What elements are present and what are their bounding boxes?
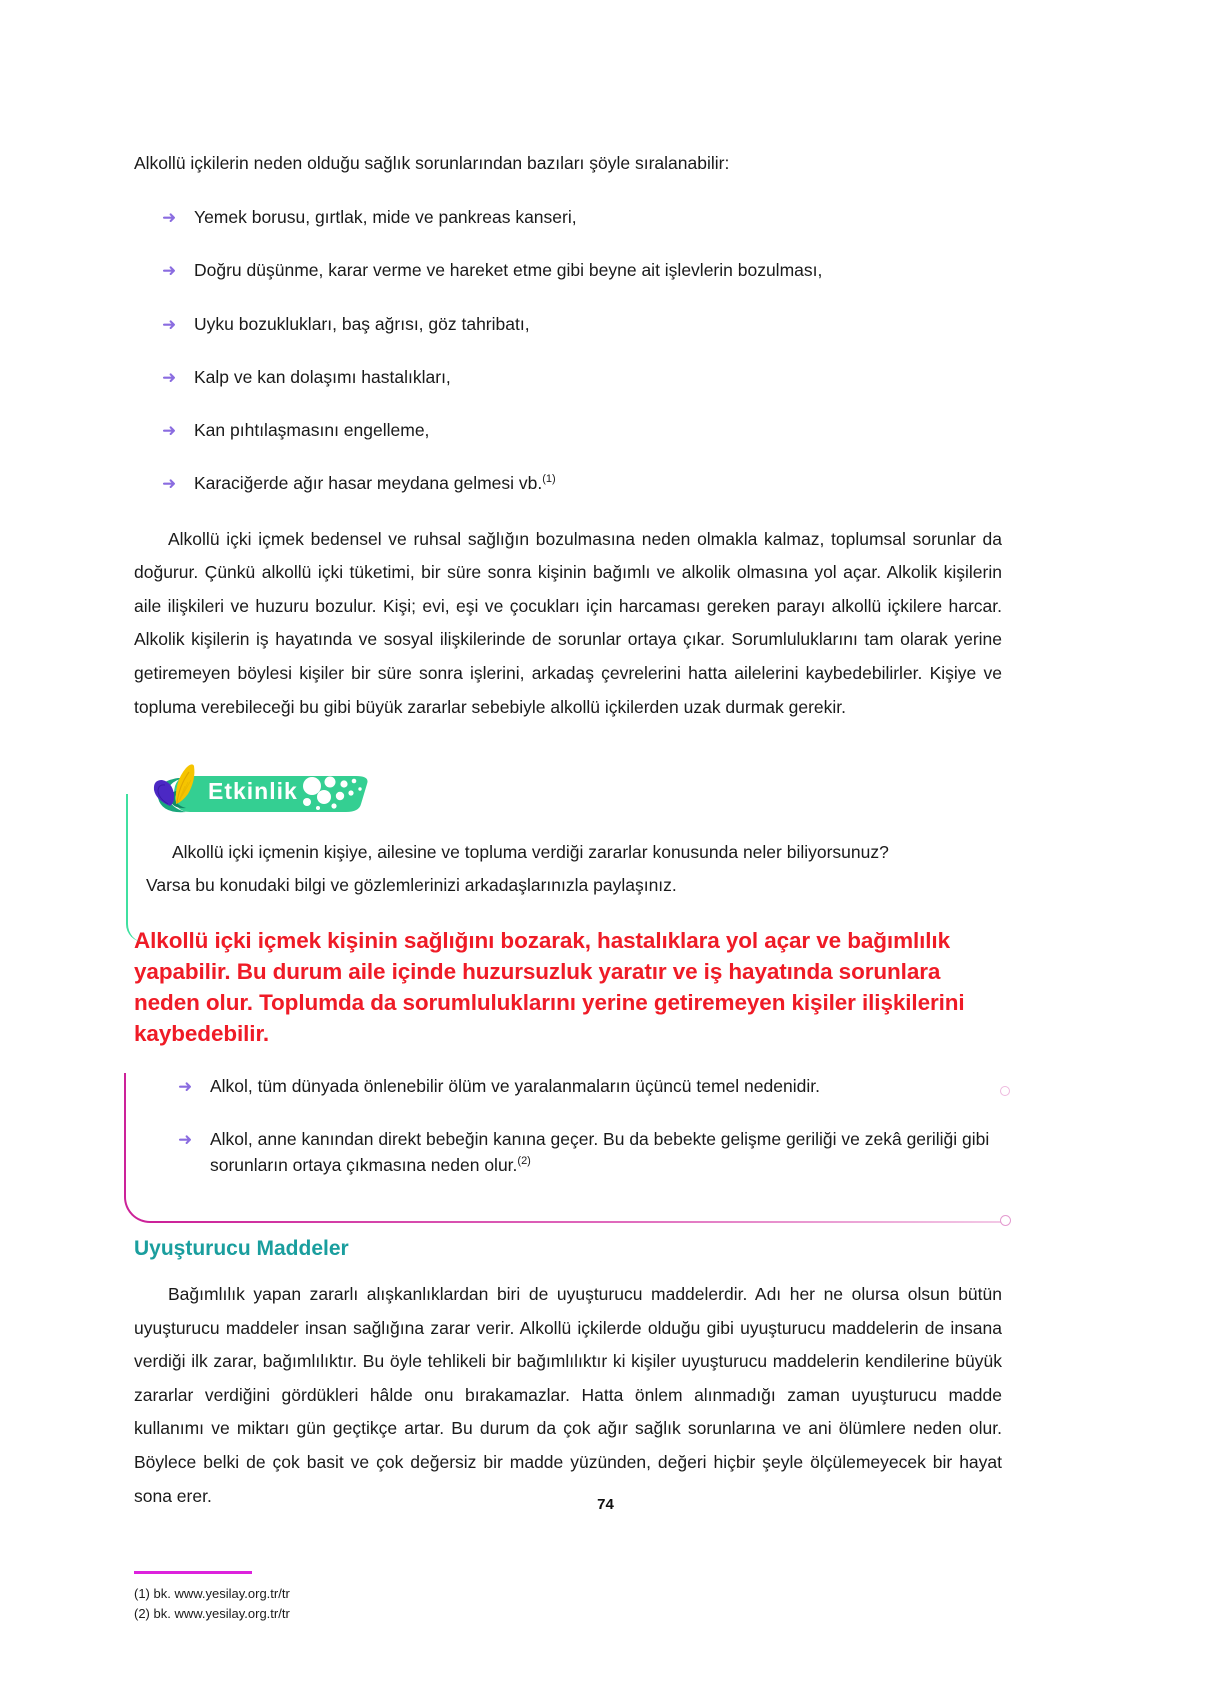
facts-rule-end-dot — [1000, 1215, 1011, 1226]
list-item-text: Kan pıhtılaşmasını engelleme, — [194, 420, 430, 441]
health-problems-list — [134, 204, 1002, 497]
arrow-bullet-icon: ➜ — [162, 367, 177, 387]
arrow-bullet-icon: ➜ — [178, 1076, 193, 1096]
highlight-statement: Alkollü içki içmek kişinin sağlığını bozarak, hastalıklara yol açar ve bağımlılık yapabilir. Bu durum aile içinde huzursuzluk yaratır ve iş hayatında sorunlara neden olur. Toplumda da sorumluluklarını yerine getiremeyen kişiler ilişkilerini kaybedebilir. — [134, 927, 965, 1046]
section-paragraph: Bağımlılık yapan zararlı alışkanlıklardan biri de uyuşturucu maddelerdir. Adı her ne olursa olsun bütün uyuşturucu maddeler insan sağlığına zarar verir. Alkollü içkilerde olduğu gibi uyuşturucu maddelerin de insana verdiği ilk zarar, bağımlılıktır. Bu öyle tehlikeli bir bağımlılıktır ki kişiler uyuşturucu maddelerin kendilerine büyük zararlar verdiğini gördükleri hâlde onu bırakamazlar. Hatta önlem alınmadığı zaman uyuşturucu madde kullanımı ve miktarı gün geçtikçe artar. Bu durum da çok ağır sağlık sorunlarına ve ani ölümlere neden olur. Böylece belki de çok basit ve çok değersiz bir madde yüzünden, değeri hiçbir şeyle ölçülemeyecek bir hayat sona erer. — [134, 1284, 1002, 1506]
activity-block — [134, 760, 1002, 903]
list-item — [150, 1073, 1002, 1099]
alcohol-facts-list — [150, 1073, 1002, 1179]
facts-block — [134, 1073, 1002, 1179]
list-item-text: Doğru düşünme, karar verme ve hareket etme gibi beyne ait işlevlerin bozulması, — [194, 260, 823, 281]
list-item-text: Uyku bozuklukları, baş ağrısı, göz tahribatı, — [194, 313, 530, 334]
activity-text — [134, 836, 1002, 903]
activity-text-line-2: Varsa bu konudaki bilgi ve gözlemlerinizi arkadaşlarınızla paylaşınız. — [146, 875, 677, 896]
footnotes — [134, 1584, 1002, 1624]
list-item — [150, 1126, 1002, 1179]
list-item-text: Alkol, tüm dünyada önlenebilir ölüm ve yaralanmaların üçüncü temel nedenidir. — [210, 1075, 820, 1096]
activity-badge — [134, 760, 374, 822]
list-item-text: Karaciğerde ağır hasar meydana gelmesi vb. — [194, 473, 543, 494]
arrow-bullet-icon: ➜ — [162, 261, 177, 281]
footnote-separator — [134, 1571, 252, 1573]
list-item — [134, 417, 1002, 443]
list-item-text: Yemek borusu, gırtlak, mide ve pankreas kanseri, — [194, 207, 577, 228]
page-number: 74 — [597, 1496, 614, 1513]
list-item — [134, 257, 1002, 283]
arrow-bullet-icon: ➜ — [178, 1130, 193, 1150]
arrow-bullet-icon: ➜ — [162, 208, 177, 228]
facts-magenta-rule — [158, 1221, 1006, 1223]
list-item — [134, 311, 1002, 337]
intro-lead: Alkollü içkilerin neden olduğu sağlık sorunlarından bazıları şöyle sıralanabilir: — [134, 153, 730, 173]
list-item — [134, 204, 1002, 230]
activity-badge-label: Etkinlik — [208, 778, 298, 805]
footnote-marker: (1) — [542, 473, 556, 486]
arrow-bullet-icon: ➜ — [162, 421, 177, 441]
list-item-text: Kalp ve kan dolaşımı hastalıkları, — [194, 366, 451, 387]
page-content — [134, 0, 1002, 1624]
footnote-marker: (2) — [517, 1155, 531, 1168]
body-paragraph: Alkollü içki içmek bedensel ve ruhsal sağlığın bozulmasına neden olmakla kalmaz, toplumsal sorunlar da doğurur. Çünkü alkollü içki tüketimi, bir süre sonra kişinin bağımlı ve alkolik olmasına yol açar. Alkolik kişilerin aile ilişkileri ve huzuru bozulur. Kişi; evi, eşi ve çocukları için harcaması gereken parayı alkollü içkilere harcar. Alkolik kişilerin iş hayatında ve sosyal ilişkilerinde de sorunlar ortaya çıkar. Sorumluluklarını tam olarak yerine getiremeyen böylesi kişiler bir süre sonra işlerini, arkadaş çevrelerini hatta ailelerini kaybedebilirler. Kişiye ve topluma verebileceği bu gibi büyük zararlar sebebiyle alkollü içkilerden uzak durmak gerekir. — [134, 528, 1002, 717]
activity-text-line-1: Alkollü içki içmenin kişiye, ailesine ve topluma verdiği zararlar konusunda neler biliyorsunuz? — [172, 842, 889, 863]
footnote-item: (1) bk. www.yesilay.org.tr/tr — [134, 1585, 290, 1601]
arrow-bullet-icon: ➜ — [162, 474, 177, 494]
list-item — [134, 364, 1002, 390]
footnote-item: (2) bk. www.yesilay.org.tr/tr — [134, 1605, 290, 1621]
list-item — [134, 470, 1002, 496]
list-item-text: Alkol, anne kanından direkt bebeğin kanına geçer. Bu da bebekte gelişme geriliği ve zekâ geriliği gibi sorunların ortaya çıkmasına neden olur. — [210, 1129, 990, 1176]
section-heading: Uyuşturucu Maddeler — [134, 1236, 349, 1260]
arrow-bullet-icon: ➜ — [162, 314, 177, 334]
